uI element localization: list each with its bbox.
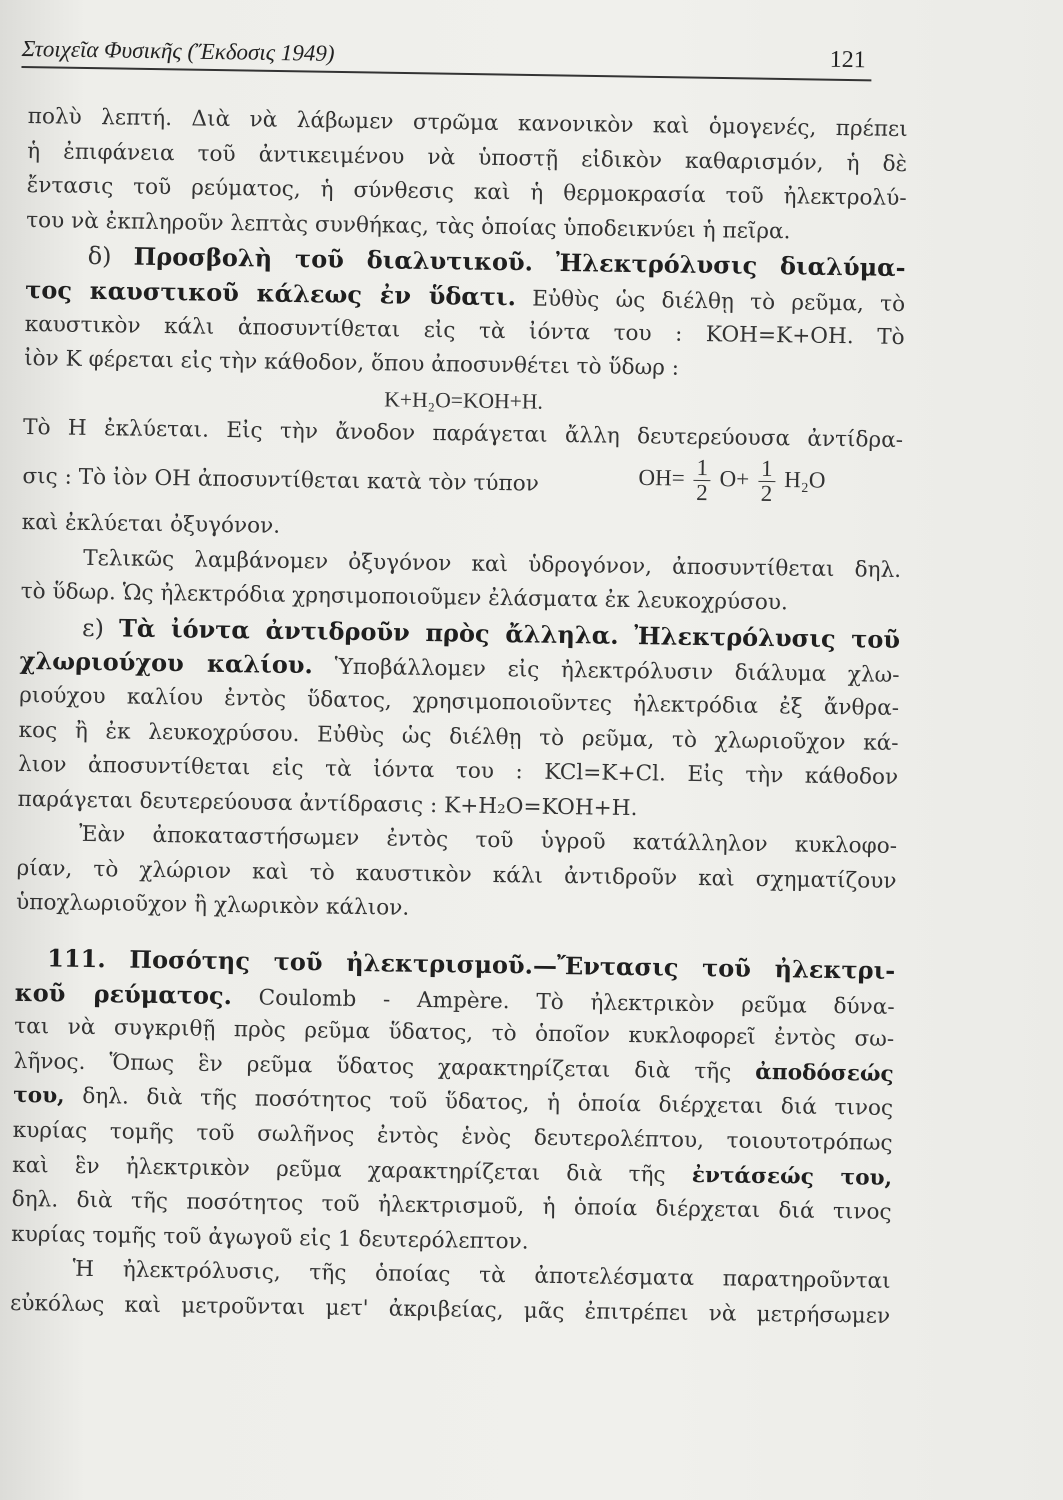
fraction [693,456,711,505]
fraction-numerator: 1 [693,456,711,481]
text-line: δηλ. διὰ τῆς ποσότητος τοῦ ἠλεκτρισμοῦ, ἡ ὁποία διέρχεται διά τινος [11,1187,892,1226]
text-line: ἡ ἐπιφάνεια τοῦ ἀντικειμένου νὰ ὑποστῇ εἰδικὸν καθαρισμόν, ἡ δὲ [27,138,908,177]
text-line: λιον ἀποσυντίθεται εἰς τὰ ἰόντα του : KCl=K+Cl. Εἰς τὴν κάθοδον [17,752,899,791]
text-run: λῆνος. Ὅπως ἓν ρεῦμα ὕδατος χαρακτηρίζεται διὰ τῆς [13,1048,732,1085]
emphasis-term: ἀποδόσεώς [755,1059,894,1087]
fraction [758,457,776,506]
text-line: εὐκόλως καὶ μετροῦνται μετ' ἀκριβείας, μᾶς ἐπιτρέπει νὰ μετρήσωμεν [9,1290,891,1329]
text-line: ὑποχλωριοῦχον ἢ χλωρικὸν κάλιον. [15,890,410,922]
text-line: κυρίας τομῆς τοῦ ἀγωγοῦ εἰς 1 δευτερόλεπτον. [10,1221,529,1255]
subsection-title: Τὰ ἰόντα ἀντιδροῦν πρὸς ἄλληλα. Ἠλεκτρόλυσις τοῦ [118,613,901,654]
page-header [21,34,871,81]
section-title-cont: κοῦ ρεύματος. [14,977,233,1010]
page-number: 121 [829,46,866,74]
text-run: Coulomb - Ampère. Τὸ ἠλεκτρικὸν ρεῦμα δύνα- [258,985,895,1020]
text-line: Τὸ H ἐκλύεται. Εἰς τὴν ἄνοδον παράγεται ἄλλη δευτερεύουσα ἀντίδρα- [22,415,904,454]
emphasis-term: του, [13,1083,65,1110]
text-line: παράγεται δευτερεύουσα ἀντίδρασις : K+H₂O=KOH+H. [17,786,638,821]
subsection-title-cont: τος καυστικοῦ κάλεως ἐν ὕδατι. [24,274,517,312]
text-run: σις : Τὸ ἰὸν OH ἀποσυντίθεται κατὰ τὸν τύπον [22,463,540,497]
text-line: καὶ ἐκλύεται ὀξυγόνον. [21,509,281,539]
text-run: Ὑποβάλλομεν εἰς ἠλεκτρόλυσιν διάλυμα χλω- [334,654,900,689]
fraction-denominator: 2 [696,479,708,506]
fraction-equation [638,455,826,507]
text-line: ρίαν, τὸ χλώριον καὶ τὸ καυστικὸν κάλι ἀντιδροῦν καὶ σχηματίζουν [16,855,897,894]
text-line: ἰὸν K φέρεται εἰς τὴν κάθοδον, ὅπου ἀποσυνθέτει τὸ ὕδωρ : [23,346,680,381]
text-line: Ἡ ἠλεκτρόλυσις, τῆς ὁποίας τὰ ἀποτελέσματα παρατηροῦνται [72,1257,891,1295]
body-text [10,100,908,1335]
eq-h2o: H₂O [784,466,826,493]
text-line: ται νὰ συγκριθῇ πρὸς ρεῦμα ὕδατος, τὸ ὁποῖον κυκλοφορεῖ ἐντὸς σω- [14,1014,895,1053]
text-run: καὶ ἓν ἠλεκτρικὸν ρεῦμα χαρακτηρίζεται διὰ τῆς [12,1152,666,1188]
text-line: κος ἢ ἐκ λευκοχρύσου. Εὐθὺς ὡς διέλθῃ τὸ ρεῦμα, τὸ χλωριοῦχον κά- [18,717,899,756]
section-heading-111: 111. Ποσότης τοῦ ἠλεκτρισμοῦ.—Ἔντασις τοῦ ἠλεκτρι- [47,943,896,986]
subsection-label: δ) [87,242,112,271]
text-line: Τελικῶς λαμβάνομεν ὀξυγόνον καὶ ὑδρογόνον, ἀποσυντίθεται δηλ. [83,545,902,583]
chemical-equation: K+H₂O=KOH+H. [384,387,544,414]
text-line: του νὰ ἐκπληροῦν λεπτὰς συνθήκας, τὰς ὁποίας ὑποδεικνύει ἡ πεῖρα. [26,207,791,245]
fraction-numerator: 1 [758,457,776,482]
text-run: δηλ. διὰ τῆς ποσότητος τοῦ ὕδατος, ἡ ὁποία διέρχεται διά τινος [82,1084,894,1122]
text-run: Εὐθὺς ὡς διέλθῃ τὸ ρεῦμα, τὸ [532,286,906,318]
text-line: πολὺ λεπτή. Διὰ νὰ λάβωμεν στρῶμα κανονικὸν καὶ ὁμογενές, πρέπει [27,103,908,143]
text-line: ἔντασις τοῦ ρεύματος, ἡ σύνθεσις καὶ ἡ θερμοκρασία τοῦ ἠλεκτρολύ- [26,173,907,212]
text-line: κυρίας τομῆς τοῦ σωλῆνος ἐντὸς ἑνὸς δευτερολέπτου, τοιουτοτρόπως [12,1117,893,1156]
text-line: τὸ ὕδωρ. Ὡς ἠλεκτρόδια χρησιμοποιοῦμεν ἐλάσματα ἐκ λευκοχρύσου. [20,579,789,616]
subsection-title: Προσβολὴ τοῦ διαλυτικοῦ. Ἠλεκτρόλυσις διαλύμα- [133,241,906,283]
fraction-denominator: 2 [760,480,773,507]
eq-oh: OH= [638,464,685,491]
subsection-title-cont: χλωριούχου καλίου. [19,646,314,680]
text-line: Ἐὰν ἀποκαταστήσωμεν ἐντὸς τοῦ ὑγροῦ κατάλληλον κυκλοφο- [78,822,898,860]
running-head: Στοιχεῖα Φυσικῆς (Ἔκδοσις 1949) [21,35,335,66]
subsection-label: ε) [81,613,105,642]
emphasis-term: ἐντάσεώς του, [691,1162,893,1191]
text-line: ριούχου καλίου ἐντὸς ὕδατος, χρησιμοποιοῦντες ἠλεκτρόδια ἐξ ἄνθρα- [18,682,900,721]
eq-o: O+ [719,466,750,492]
text-line: καυστικὸν κάλι ἀποσυντίθεται εἰς τὰ ἰόντα του : KOH=K+OH. Τὸ [24,311,905,350]
